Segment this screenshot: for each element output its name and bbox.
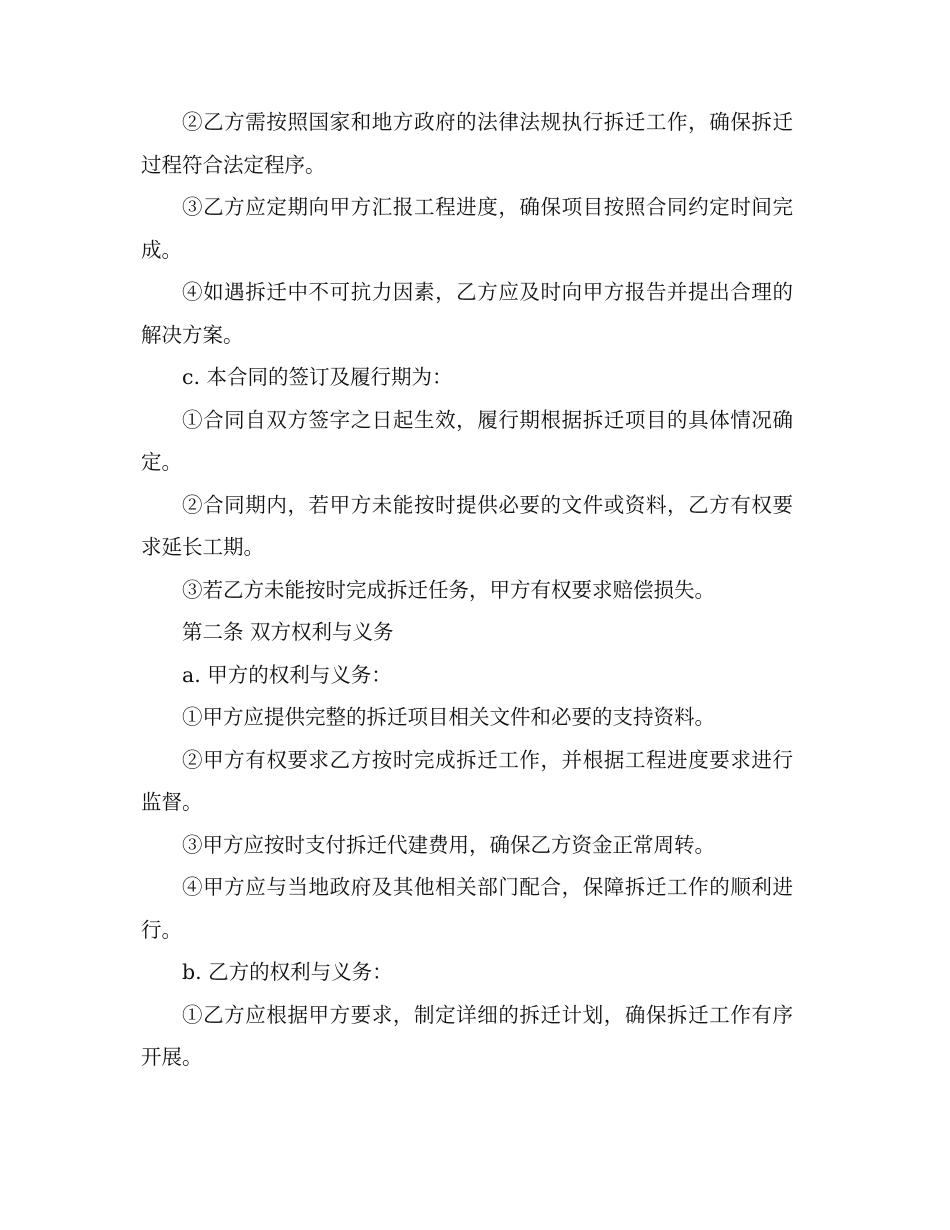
paragraph: ②甲方有权要求乙方按时完成拆迁工作，并根据工程进度要求进行监督。 bbox=[141, 747, 793, 814]
paragraph: ②合同期内，若甲方未能按时提供必要的文件或资料，乙方有权要求延长工期。 bbox=[141, 492, 793, 559]
paragraph: ④甲方应与当地政府及其他相关部门配合，保障拆迁工作的顺利进行。 bbox=[141, 875, 793, 942]
paragraph: ①合同自双方签字之日起生效，履行期根据拆迁项目的具体情况确定。 bbox=[141, 407, 793, 474]
paragraph: a. 甲方的权利与义务： bbox=[182, 662, 392, 687]
paragraph: c. 本合同的签订及履行期为： bbox=[182, 365, 453, 389]
paragraph: ①乙方应根据甲方要求，制定详细的拆迁计划，确保拆迁工作有序开展。 bbox=[141, 1002, 793, 1069]
document-body bbox=[141, 101, 793, 1079]
paragraph: b. 乙方的权利与义务： bbox=[182, 960, 393, 984]
paragraph: ①甲方应提供完整的拆迁项目相关文件和必要的支持资料。 bbox=[182, 705, 715, 729]
section-heading: 第二条 双方权利与义务 bbox=[182, 620, 394, 644]
paragraph: ③甲方应按时支付拆迁代建费用，确保乙方资金正常周转。 bbox=[182, 832, 715, 857]
paragraph: ②乙方需按照国家和地方政府的法律法规执行拆迁工作，确保拆迁过程符合法定程序。 bbox=[141, 110, 793, 177]
paragraph: ③乙方应定期向甲方汇报工程进度，确保项目按照合同约定时间完成。 bbox=[141, 195, 793, 262]
paragraph: ④如遇拆迁中不可抗力因素，乙方应及时向甲方报告并提出合理的解决方案。 bbox=[141, 280, 793, 347]
paragraph: ③若乙方未能按时完成拆迁任务，甲方有权要求赔偿损失。 bbox=[182, 577, 715, 602]
